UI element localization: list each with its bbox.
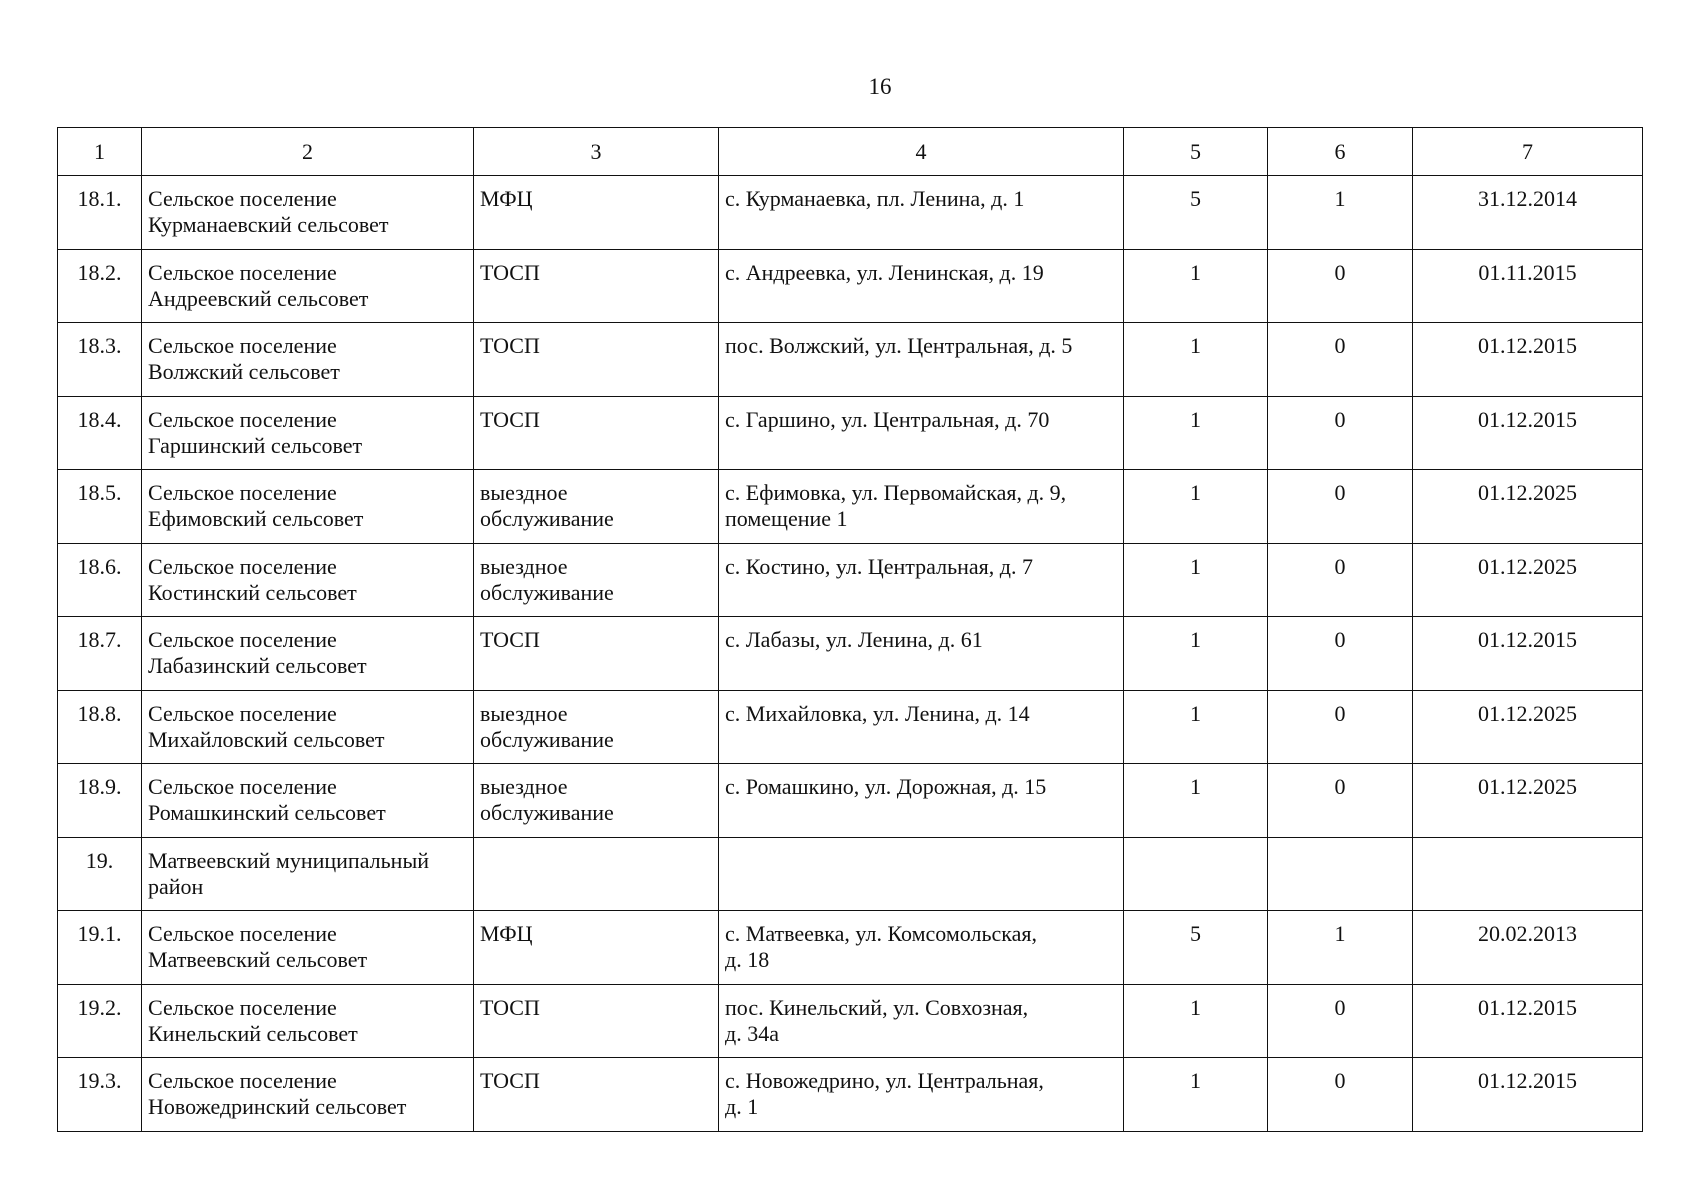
column-6-cell: 0 [1268, 1058, 1413, 1132]
column-6-cell: 0 [1268, 543, 1413, 617]
table-body [58, 128, 1643, 1132]
service-type-cell-line: ТОСП [480, 259, 540, 285]
address-cell [719, 690, 1124, 764]
settlement-name-cell [142, 984, 474, 1058]
settlement-name-cell-line: Кинельский сельсовет [148, 1020, 358, 1046]
column-5-cell: 1 [1124, 396, 1268, 470]
date-cell: 20.02.2013 [1413, 911, 1643, 985]
service-type-cell [474, 764, 719, 838]
row-number-cell: 18.2. [58, 249, 142, 323]
header-cell: 3 [474, 128, 719, 176]
address-cell-line: с. Михайловка, ул. Ленина, д. 14 [725, 700, 1030, 726]
column-5-cell: 1 [1124, 249, 1268, 323]
service-type-cell-line: МФЦ [480, 186, 533, 211]
address-cell-line: с. Гаршино, ул. Центральная, д. 70 [725, 406, 1050, 432]
settlement-name-cell-line: Сельское поселение [148, 333, 337, 358]
address-cell-line: с. Лабазы, ул. Ленина, д. 61 [725, 627, 983, 652]
settlement-name-cell-line: Сельское поселение [148, 186, 337, 211]
settlement-name-cell-line: Сельское поселение [148, 627, 337, 652]
service-type-cell [474, 543, 719, 617]
settlement-name-cell-line: Сельское поселение [148, 774, 337, 799]
settlement-name-cell-line: Сельское поселение [148, 921, 337, 946]
date-cell: 01.12.2015 [1413, 323, 1643, 397]
column-6-cell [1268, 837, 1413, 911]
header-cell: 4 [719, 128, 1124, 176]
address-cell [719, 984, 1124, 1058]
table-header-row [58, 128, 1643, 176]
row-number-cell: 18.6. [58, 543, 142, 617]
service-type-cell [474, 176, 719, 250]
service-type-cell-line: выездное [480, 553, 568, 579]
column-6-cell: 0 [1268, 323, 1413, 397]
table-row [58, 911, 1643, 985]
settlement-name-cell-line: Сельское поселение [148, 700, 337, 726]
service-type-cell-line: выездное [480, 700, 568, 726]
address-cell-line: с. Матвеевка, ул. Комсомольская, [725, 921, 1038, 946]
address-cell [719, 323, 1124, 397]
service-type-cell-line: выездное [480, 480, 568, 505]
service-type-cell-line: ТОСП [480, 627, 540, 652]
column-6-cell: 0 [1268, 984, 1413, 1058]
settlement-name-cell-line: Костинский сельсовет [148, 579, 357, 605]
address-cell [719, 617, 1124, 691]
column-5-cell: 1 [1124, 617, 1268, 691]
column-6-cell: 0 [1268, 249, 1413, 323]
address-cell [719, 1058, 1124, 1132]
address-cell [719, 764, 1124, 838]
header-cell: 7 [1413, 128, 1643, 176]
service-type-cell-line: ТОСП [480, 333, 540, 358]
table-row [58, 249, 1643, 323]
row-number-cell: 18.8. [58, 690, 142, 764]
settlement-name-cell [142, 764, 474, 838]
settlement-name-cell [142, 690, 474, 764]
row-number-cell: 18.5. [58, 470, 142, 544]
column-6-cell: 1 [1268, 176, 1413, 250]
address-cell [719, 176, 1124, 250]
service-type-cell-line: обслуживание [480, 579, 614, 605]
settlement-name-cell-line: Волжский сельсовет [148, 359, 340, 384]
settlement-name-cell-line: Ефимовский сельсовет [148, 506, 364, 531]
service-type-cell [474, 323, 719, 397]
address-cell [719, 470, 1124, 544]
address-cell-line: с. Курманаевка, пл. Ленина, д. 1 [725, 186, 1025, 211]
address-cell-line: с. Ефимовка, ул. Первомайская, д. 9, [725, 480, 1067, 505]
address-cell-line: с. Костино, ул. Центральная, д. 7 [725, 553, 1033, 579]
date-cell: 01.12.2015 [1413, 617, 1643, 691]
service-type-cell [474, 690, 719, 764]
settlement-name-cell-line: Матвеевский муниципальный [148, 847, 430, 873]
service-type-cell-line: обслуживание [480, 726, 614, 752]
row-number-cell: 19.2. [58, 984, 142, 1058]
column-6-cell: 0 [1268, 396, 1413, 470]
settlement-name-cell [142, 249, 474, 323]
service-type-cell [474, 837, 719, 911]
column-6-cell: 0 [1268, 690, 1413, 764]
date-cell [1413, 837, 1643, 911]
settlement-name-cell-line: Михайловский сельсовет [148, 726, 385, 752]
settlement-name-cell-line: район [148, 873, 204, 899]
address-cell-line: помещение 1 [725, 506, 848, 531]
column-5-cell: 1 [1124, 764, 1268, 838]
settlement-name-cell [142, 323, 474, 397]
settlement-name-cell [142, 470, 474, 544]
service-type-cell-line: ТОСП [480, 1068, 540, 1093]
row-number-cell: 19.1. [58, 911, 142, 985]
settlement-name-cell-line: Гаршинский сельсовет [148, 432, 363, 458]
table-row [58, 1058, 1643, 1132]
service-type-cell [474, 911, 719, 985]
service-type-cell-line: МФЦ [480, 921, 533, 946]
header-cell: 1 [58, 128, 142, 176]
table-row [58, 396, 1643, 470]
table-row [58, 176, 1643, 250]
table-row [58, 543, 1643, 617]
settlement-name-cell [142, 176, 474, 250]
row-number-cell: 19.3. [58, 1058, 142, 1132]
data-table [57, 127, 1643, 1132]
settlement-name-cell-line: Сельское поселение [148, 553, 337, 579]
address-cell [719, 249, 1124, 323]
settlement-name-cell-line: Сельское поселение [148, 1068, 337, 1093]
column-5-cell: 1 [1124, 690, 1268, 764]
service-type-cell [474, 396, 719, 470]
address-cell-line: с. Ромашкино, ул. Дорожная, д. 15 [725, 774, 1047, 799]
address-cell-line: пос. Кинельский, ул. Совхозная, [725, 994, 1029, 1020]
address-cell [719, 837, 1124, 911]
address-cell [719, 543, 1124, 617]
date-cell: 01.11.2015 [1413, 249, 1643, 323]
header-cell: 5 [1124, 128, 1268, 176]
service-type-cell-line: ТОСП [480, 406, 540, 432]
address-cell-line: с. Новожедрино, ул. Центральная, [725, 1068, 1044, 1093]
row-number-cell: 18.9. [58, 764, 142, 838]
date-cell: 01.12.2015 [1413, 984, 1643, 1058]
settlement-name-cell-line: Сельское поселение [148, 480, 337, 505]
column-5-cell: 1 [1124, 543, 1268, 617]
settlement-name-cell-line: Ромашкинский сельсовет [148, 800, 386, 825]
service-type-cell [474, 984, 719, 1058]
row-number-cell: 18.1. [58, 176, 142, 250]
table-row [58, 764, 1643, 838]
date-cell: 31.12.2014 [1413, 176, 1643, 250]
address-cell-line: д. 1 [725, 1094, 759, 1119]
date-cell: 01.12.2025 [1413, 690, 1643, 764]
column-5-cell: 1 [1124, 1058, 1268, 1132]
table-row [58, 323, 1643, 397]
table-row [58, 617, 1643, 691]
service-type-cell [474, 1058, 719, 1132]
address-cell-line: д. 18 [725, 947, 770, 972]
header-cell: 2 [142, 128, 474, 176]
table-row [58, 470, 1643, 544]
address-cell [719, 396, 1124, 470]
row-number-cell: 18.7. [58, 617, 142, 691]
address-cell-line: с. Андреевка, ул. Ленинская, д. 19 [725, 259, 1044, 285]
settlement-name-cell-line: Сельское поселение [148, 259, 337, 285]
page-number: 16 [868, 74, 892, 99]
row-number-cell: 18.4. [58, 396, 142, 470]
table-row [58, 984, 1643, 1058]
settlement-name-cell [142, 1058, 474, 1132]
column-5-cell: 5 [1124, 911, 1268, 985]
settlement-name-cell-line: Лабазинский сельсовет [148, 653, 367, 678]
date-cell: 01.12.2015 [1413, 396, 1643, 470]
date-cell: 01.12.2015 [1413, 1058, 1643, 1132]
column-5-cell: 1 [1124, 323, 1268, 397]
settlement-name-cell-line: Сельское поселение [148, 994, 337, 1020]
service-type-cell [474, 470, 719, 544]
table-row [58, 837, 1643, 911]
address-cell-line: д. 34а [725, 1020, 779, 1046]
settlement-name-cell-line: Андреевский сельсовет [148, 285, 369, 311]
settlement-name-cell [142, 396, 474, 470]
column-5-cell: 1 [1124, 984, 1268, 1058]
settlement-name-cell-line: Курманаевский сельсовет [148, 212, 389, 237]
date-cell: 01.12.2025 [1413, 764, 1643, 838]
column-5-cell: 5 [1124, 176, 1268, 250]
address-cell [719, 911, 1124, 985]
service-type-cell-line: обслуживание [480, 506, 614, 531]
settlement-name-cell [142, 617, 474, 691]
column-5-cell: 1 [1124, 470, 1268, 544]
date-cell: 01.12.2025 [1413, 470, 1643, 544]
row-number-cell: 19. [58, 837, 142, 911]
date-cell: 01.12.2025 [1413, 543, 1643, 617]
column-6-cell: 1 [1268, 911, 1413, 985]
settlement-name-cell-line: Новожедринский сельсовет [148, 1094, 407, 1119]
settlement-name-cell [142, 543, 474, 617]
service-type-cell-line: ТОСП [480, 994, 540, 1020]
service-type-cell-line: обслуживание [480, 800, 614, 825]
header-cell: 6 [1268, 128, 1413, 176]
settlement-name-cell-line: Сельское поселение [148, 406, 337, 432]
settlement-name-cell [142, 837, 474, 911]
table-row [58, 690, 1643, 764]
settlement-name-cell [142, 911, 474, 985]
column-6-cell: 0 [1268, 617, 1413, 691]
column-6-cell: 0 [1268, 470, 1413, 544]
column-5-cell [1124, 837, 1268, 911]
row-number-cell: 18.3. [58, 323, 142, 397]
service-type-cell [474, 249, 719, 323]
column-6-cell: 0 [1268, 764, 1413, 838]
service-type-cell-line: выездное [480, 774, 568, 799]
address-cell-line: пос. Волжский, ул. Центральная, д. 5 [725, 333, 1073, 358]
settlement-name-cell-line: Матвеевский сельсовет [148, 947, 368, 972]
service-type-cell [474, 617, 719, 691]
